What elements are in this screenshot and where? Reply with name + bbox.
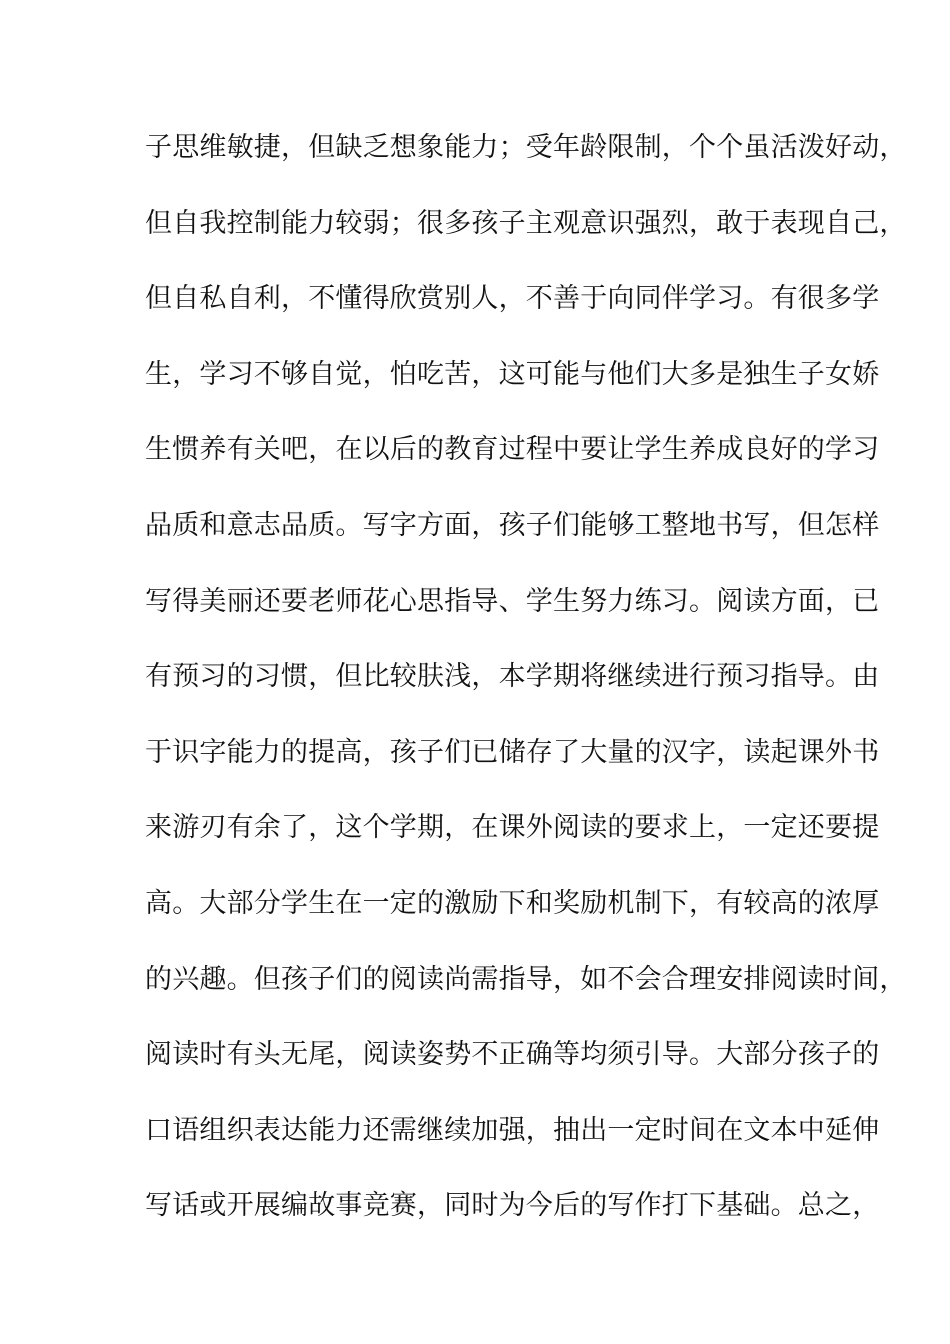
text-line: 写话或开展编故事竞赛，同时为今后的写作打下基础。总之， <box>145 1190 880 1222</box>
text-line: 子思维敏捷，但缺乏想象能力；受年龄限制，个个虽活泼好动， <box>145 132 907 163</box>
text-line: 生惯养有关吧，在以后的教育过程中要让学生养成良好的学习 <box>145 434 880 466</box>
text-line: 有预习的习惯，但比较肤浅，本学期将继续进行预习指导。由 <box>145 661 880 693</box>
text-line: 但自我控制能力较弱；很多孩子主观意识强烈，敢于表现自己， <box>145 207 907 239</box>
body-text <box>145 130 907 1264</box>
text-line: 高。大部分学生在一定的激励下和奖励机制下，有较高的浓厚 <box>145 887 880 919</box>
text-line: 口语组织表达能力还需继续加强，抽出一定时间在文本中延伸 <box>145 1114 880 1146</box>
text-line: 来游刃有余了，这个学期，在课外阅读的要求上，一定还要提 <box>145 812 880 844</box>
text-line: 的兴趣。但孩子们的阅读尚需指导，如不会合理安排阅读时间， <box>145 963 907 995</box>
text-line: 于识字能力的提高，孩子们已储存了大量的汉字，读起课外书 <box>145 736 880 768</box>
text-line: 写得美丽还要老师花心思指导、学生努力练习。阅读方面，已 <box>145 585 880 617</box>
text-line: 生，学习不够自觉，怕吃苦，这可能与他们大多是独生子女娇 <box>145 358 880 390</box>
text-line: 品质和意志品质。写字方面，孩子们能够工整地书写，但怎样 <box>145 509 880 541</box>
text-line: 阅读时有头无尾，阅读姿势不正确等均须引导。大部分孩子的 <box>145 1039 880 1071</box>
text-line: 但自私自利，不懂得欣赏别人，不善于向同伴学习。有很多学 <box>145 283 880 315</box>
